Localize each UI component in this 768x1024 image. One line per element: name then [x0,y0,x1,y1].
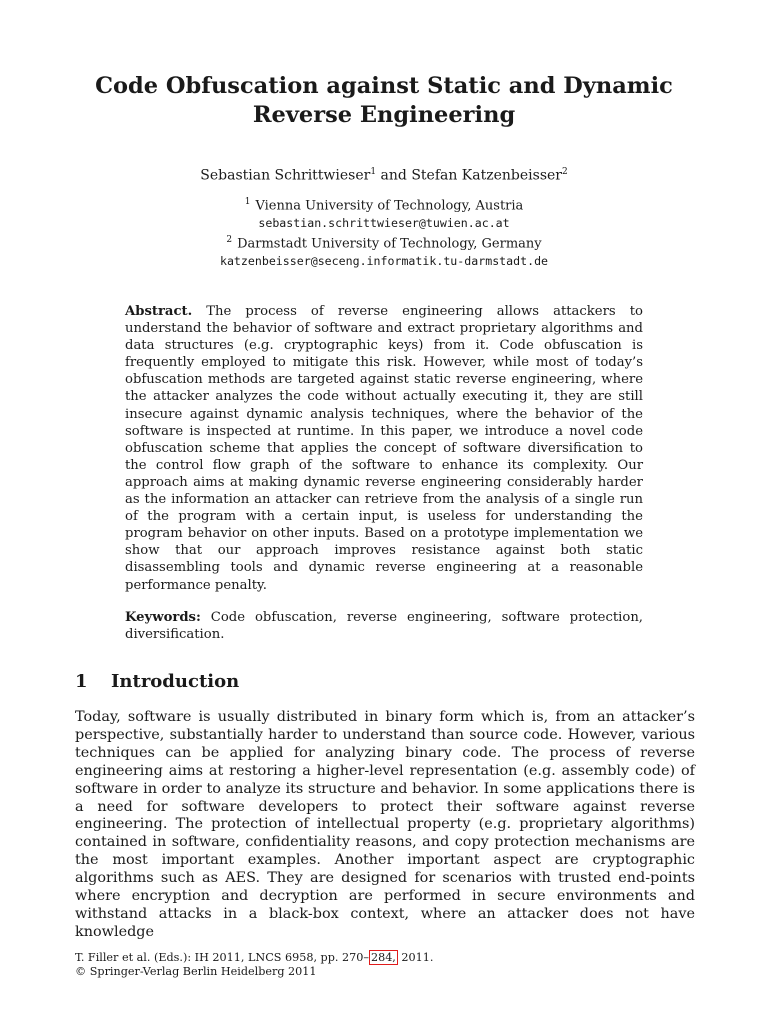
abstract-text: The process of reverse engineering allows attackers to understand the behavior of software and extract proprietary algorithms and data structures (e.g. cryptographic keys) from it. Code obfuscation is frequently employed to mitigate this risk. However, while most of today’s obfuscation methods are targeted against static reverse engineering, where the attacker analyzes the code without actually executing it, they are still insecure against dynamic analysis techniques, where the behavior of the software is inspected at runtime. In this paper, we introduce a novel code obfuscation scheme that applies the concept of software diversification to the control flow graph of the software to enhance its complexity. Our approach aims at making dynamic reverse engineering considerably harder as the information an attacker can retrieve from the analysis of a single run of the program with a certain input, is useless for understanding the program behavior on other inputs. Based on a prototype implementation we show that our approach improves resistance against both static disassembling tools and dynamic reverse engineering at a reasonable performance penalty. [125,304,643,593]
citation-suffix: 2011. [397,951,434,964]
section-number: 1 [75,671,88,692]
section-heading [75,670,239,694]
affiliations [60,194,708,271]
paper-title [60,72,708,130]
title-line-2: Reverse Engineering [252,102,516,128]
affiliation-1-email: sebastian.schrittwieser@tuwien.ac.at [258,215,510,230]
affiliation-2-mark: 2 [226,235,233,246]
citation-prefix: T. Filler et al. (Eds.): IH 2011, LNCS 6958, pp. 270– [75,951,369,964]
affiliation-2-institution: Darmstadt University of Technology, Germany [237,236,542,252]
citation-line [75,950,695,965]
copyright-line: © Springer-Verlag Berlin Heidelberg 2011 [75,965,317,978]
keywords [125,609,643,643]
keywords-text: Code obfuscation, reverse engineering, software protection, diversification. [125,610,643,643]
author-list [60,163,708,185]
footer [75,950,695,979]
title-line-1: Code Obfuscation against Static and Dynamic [95,73,673,99]
affiliation-1-institution: Vienna University of Technology, Austria [255,198,524,214]
affiliation-2 [60,232,708,253]
affiliation-2-email: katzenbeisser@seceng.informatik.tu-darmstadt.de [219,254,549,269]
affiliation-1 [60,194,708,215]
abstract-label: Abstract. [125,304,193,319]
author-1-mark: 1 [370,167,377,177]
body-paragraph: Today, software is usually distributed in binary form which is, from an attacker’s perspective, substantially harder to understand than source code. However, various techniques can be applied for analyzing binary code. The process of reverse engineering aims at restoring a higher-level representation (e.g. assembly code) of software in order to analyze its structure and behavior. In some applications there is a need for software developers to protect their software against reverse engineering. The protection of intellectual property (e.g. proprietary algorithms) contained in software, confidentiality reasons, and copy protection mechanisms are the most important examples. Another important aspect are cryptographic algorithms such as AES. They are designed for scenarios with trusted end-points where encryption and decryption are performed in secure environments and withstand attacks in a black-box context, where an attacker does not have knowledge [75,709,695,940]
affiliation-1-mark: 1 [244,197,251,207]
author-conjunction: and [380,167,407,184]
page-range-link[interactable]: 284, [370,951,396,964]
keywords-label: Keywords: [125,610,201,625]
author-1-name: Sebastian Schrittwieser [200,167,371,184]
author-2-name: Stefan Katzenbeisser [411,167,562,184]
author-2-mark: 2 [562,167,568,177]
section-title: Introduction [111,671,240,692]
abstract [125,303,643,594]
